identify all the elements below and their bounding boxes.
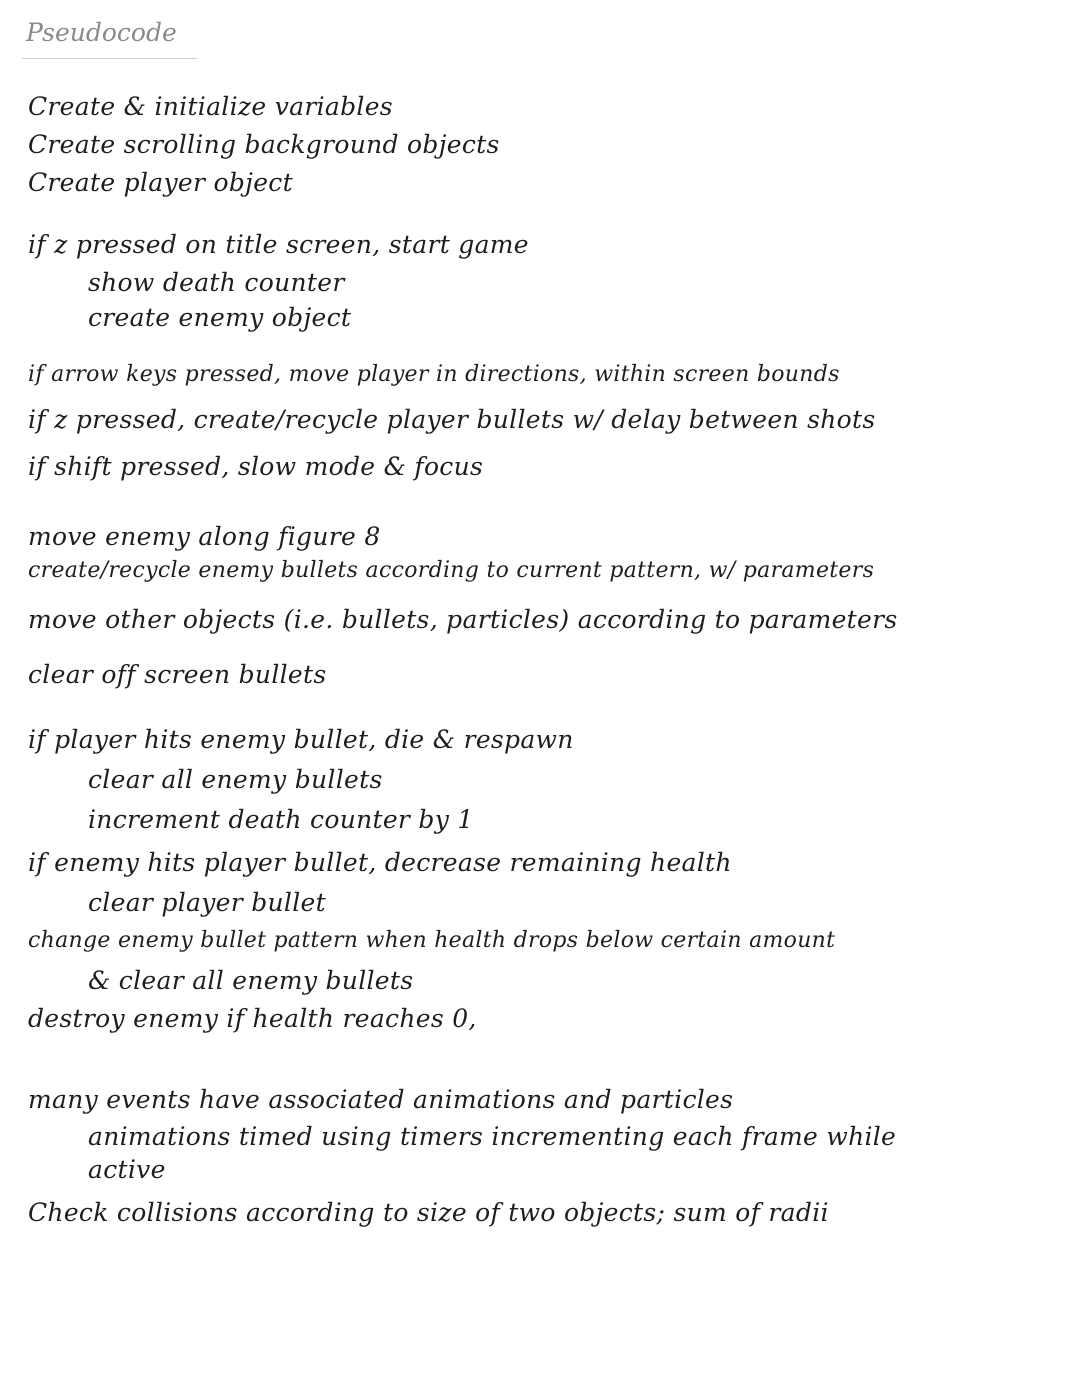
pseudocode-line: move other objects (i.e. bullets, particles) according to parameters <box>28 605 898 634</box>
pseudocode-line: Create & initialize variables <box>28 92 393 121</box>
pseudocode-line: Create scrolling background objects <box>28 130 500 159</box>
pseudocode-line: animations timed using timers incrementing each frame while <box>88 1122 897 1151</box>
pseudocode-line: active <box>88 1155 166 1184</box>
pseudocode-line: Create player object <box>28 168 293 197</box>
page-title: Pseudocode <box>26 18 177 47</box>
pseudocode-line: if arrow keys pressed, move player in directions, within screen bounds <box>28 362 840 387</box>
pseudocode-line: increment death counter by 1 <box>88 805 474 834</box>
pseudocode-line: move enemy along figure 8 <box>28 522 381 551</box>
pseudocode-line: show death counter <box>88 268 345 297</box>
pseudocode-line: if z pressed on title screen, start game <box>28 230 529 259</box>
pseudocode-line: & clear all enemy bullets <box>88 966 414 995</box>
title-underline <box>22 58 197 59</box>
pseudocode-line: clear player bullet <box>88 888 326 917</box>
pseudocode-line: if shift pressed, slow mode & focus <box>28 452 484 481</box>
pseudocode-line: many events have associated animations and particles <box>28 1085 734 1114</box>
pseudocode-line: change enemy bullet pattern when health drops below certain amount <box>28 928 836 953</box>
pseudocode-line: if player hits enemy bullet, die & respawn <box>28 725 574 754</box>
pseudocode-line: clear off screen bullets <box>28 660 327 689</box>
pseudocode-line: create/recycle enemy bullets according to current pattern, w/ parameters <box>28 558 875 583</box>
pseudocode-line: create enemy object <box>88 303 352 332</box>
pseudocode-line: Check collisions according to size of two objects; sum of radii <box>28 1198 829 1227</box>
pseudocode-line: clear all enemy bullets <box>88 765 383 794</box>
pseudocode-line: if z pressed, create/recycle player bullets w/ delay between shots <box>28 405 876 434</box>
pseudocode-line: destroy enemy if health reaches 0, <box>28 1004 477 1033</box>
pseudocode-line: if enemy hits player bullet, decrease remaining health <box>28 848 732 877</box>
